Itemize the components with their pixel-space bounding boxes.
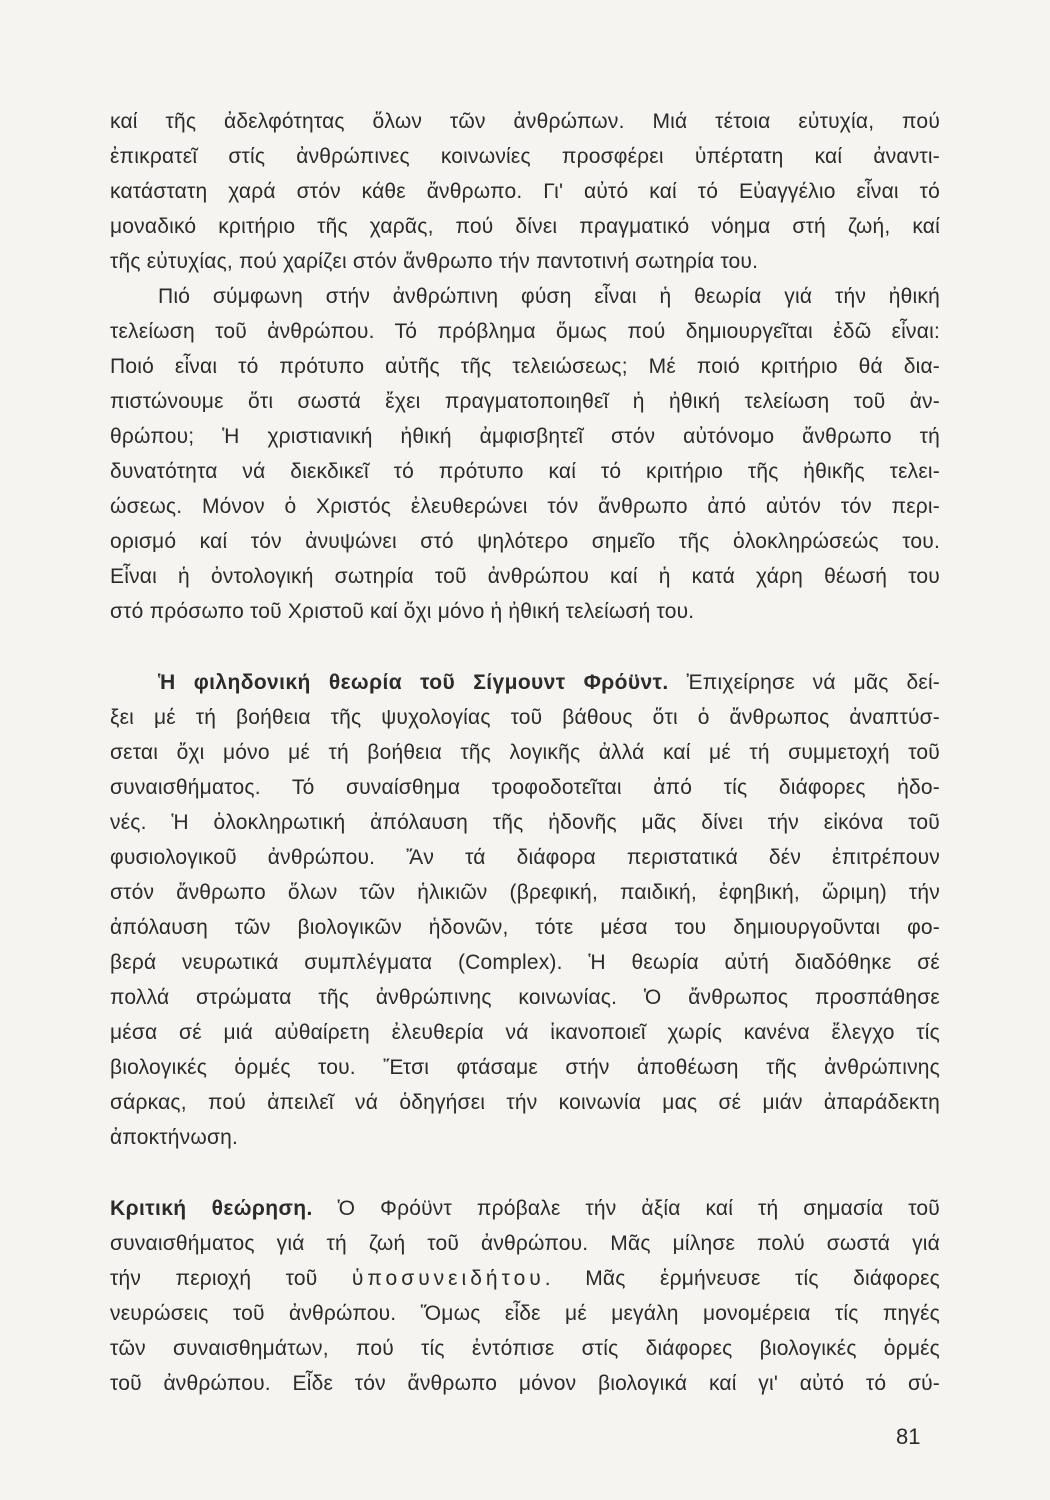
paragraph1-line: καί τῆς ἀδελφότητας ὅλων τῶν ἀνθρώπων. Μιά τέτοια εὐτυχία, πού xyxy=(110,110,940,133)
section2-first-line-text: Ὁ Φρόϋντ πρόβαλε τήν ἀξία καί τή σημασία τοῦ xyxy=(337,1197,940,1220)
paragraph2-line: ώσεως. Μόνον ὁ Χριστός ἐλευθερώνει τόν ἄνθρωπο ἀπό αὐτόν τόν περι- xyxy=(110,495,940,518)
section1-first-line xyxy=(110,665,940,700)
section1-heading: Ἡ φιληδονική θεωρία τοῦ Σίγμουντ Φρόϋντ. xyxy=(158,671,669,694)
section1-line: βιολογικές ὁρμές του. Ἔτσι φτάσαμε στήν ἀποθέωση τῆς ἀνθρώπινης xyxy=(110,1056,940,1079)
section2-line: νευρώσεις τοῦ ἀνθρώπου. Ὅμως εἶδε μέ μεγάλη μονομέρεια τίς πηγές xyxy=(110,1302,940,1325)
section1-line: φυσιολογικοῦ ἀνθρώπου. Ἄν τά διάφορα περιστατικά δέν ἐπιτρέπουν xyxy=(110,846,940,869)
paragraph1-line: ἐπικρατεῖ στίς ἀνθρώπινες κοινωνίες προσφέρει ὑπέρτατη καί ἀναντι- xyxy=(110,145,940,168)
section-gap xyxy=(110,1155,940,1191)
section2-first-line xyxy=(110,1191,940,1226)
paragraph1-line: τῆς εὐτυχίας, πού χαρίζει στόν ἄνθρωπο τήν παντοτινή σωτηρία του. xyxy=(110,250,759,273)
paragraph1-line: κατάστατη χαρά στόν κάθε ἄνθρωπο. Γι' αὐτό καί τό Εὐαγγέλιο εἶναι τό xyxy=(110,180,940,203)
paragraph2-line: θρώπου; Ἡ χριστιανική ἠθική ἀμφισβητεῖ στόν αὐτόνομο ἄνθρωπο τή xyxy=(110,425,940,448)
paragraph2-line: Εἶναι ἡ ὀντολογική σωτηρία τοῦ ἀνθρώπου καί ἡ κατά χάρη θέωσή του xyxy=(110,565,940,588)
section2-line: συναισθήματος γιά τή ζωή τοῦ ἀνθρώπου. Μᾶς μίλησε πολύ σωστά γιά xyxy=(110,1232,940,1255)
paragraph2-line: πιστώνουμε ὅτι σωστά ἔχει πραγματοποιηθεῖ ἡ ἠθική τελείωση τοῦ ἀν- xyxy=(110,390,940,413)
section1-line: νές. Ἡ ὁλοκληρωτική ἀπόλαυση τῆς ἡδονῆς μᾶς δίνει τήν εἰκόνα τοῦ xyxy=(110,811,940,834)
section1-line: μέσα σέ μιά αὐθαίρετη ἐλευθερία νά ἱκανοποιεῖ χωρίς κανένα ἔλεγχο τίς xyxy=(110,1021,940,1044)
section1-line: συναισθήματος. Τό συναίσθημα τροφοδοτεῖται ἀπό τίς διάφορες ἡδο- xyxy=(110,776,940,799)
section1-line: σάρκας, πού ἀπειλεῖ νά ὁδηγήσει τήν κοινωνία μας σέ μιάν ἀπαράδεκτη xyxy=(110,1091,940,1114)
paragraph2-line: τελείωση τοῦ ἀνθρώπου. Τό πρόβλημα ὅμως πού δημιουργεῖται ἐδῶ εἶναι: xyxy=(110,320,940,343)
section1-line: σεται ὄχι μόνο μέ τή βοήθεια τῆς λογικῆς ἀλλά καί μέ τή συμμετοχή τοῦ xyxy=(110,741,940,764)
paragraph2-line: στό πρόσωπο τοῦ Χριστοῦ καί ὄχι μόνο ἡ ἠθική τελείωσή του. xyxy=(110,600,695,623)
section1-line: στόν ἄνθρωπο ὅλων τῶν ἡλικιῶν (βρεφική, παιδική, ἐφηβική, ὥριμη) τήν xyxy=(110,881,940,904)
paragraph2-line: Ποιό εἶναι τό πρότυπο αὐτῆς τῆς τελειώσεως; Μέ ποιό κριτήριο θά δια- xyxy=(110,355,940,378)
section2-line: τοῦ ἀνθρώπου. Εἶδε τόν ἄνθρωπο μόνον βιολογικά καί γι' αὐτό τό σύ- xyxy=(110,1372,940,1395)
section1-line: ἀπόλαυση τῶν βιολογικῶν ἡδονῶν, τότε μέσα του δημιουργοῦνται φο- xyxy=(110,916,940,939)
paragraph2-line: Πιό σύμφωνη στήν ἀνθρώπινη φύση εἶναι ἡ θεωρία γιά τήν ἠθική xyxy=(158,285,940,308)
subconscious-term: ὑποσυνειδήτου xyxy=(351,1267,545,1290)
paragraph1-line: μοναδικό κριτήριο τῆς χαρᾶς, πού δίνει πραγματικό νόημα στή ζωή, καί xyxy=(110,215,940,238)
page-number: 81 xyxy=(896,1424,921,1449)
section-gap xyxy=(110,629,940,665)
section2-line: τῶν συναισθημάτων, πού τίς ἐντόπισε στίς διάφορες βιολογικές ὁρμές xyxy=(110,1337,940,1360)
section1-first-line-text: Ἐπιχείρησε νά μᾶς δεί- xyxy=(686,671,941,694)
paragraph2-line: δυνατότητα νά διεκδικεῖ τό πρότυπο καί τό κριτήριο τῆς ἠθικῆς τελει- xyxy=(110,460,940,483)
section1-line: ξει μέ τή βοήθεια τῆς ψυχολογίας τοῦ βάθους ὅτι ὁ ἄνθρωπος ἀναπτύσ- xyxy=(110,706,940,729)
section2-line3-end: . Μᾶς ἑρμήνευσε τίς διάφορες xyxy=(544,1267,940,1290)
section1-line: ἀποκτήνωση. xyxy=(110,1126,239,1149)
section1-line: βερά νευρωτικά συμπλέγματα (Complex). Ἡ θεωρία αὐτή διαδόθηκε σέ xyxy=(110,951,940,974)
section1-line: πολλά στρώματα τῆς ἀνθρώπινης κοινωνίας. Ὁ ἄνθρωπος προσπάθησε xyxy=(110,986,940,1009)
section2-line xyxy=(110,1261,940,1296)
paragraph2-line: ορισμό καί τόν ἀνυψώνει στό ψηλότερο σημεῖο τῆς ὁλοκληρώσεώς του. xyxy=(110,530,940,553)
section2-heading: Κριτική θεώρηση. xyxy=(110,1197,313,1220)
section2-line3-start: τήν περιοχή τοῦ xyxy=(110,1267,318,1290)
page-body xyxy=(110,104,940,1401)
